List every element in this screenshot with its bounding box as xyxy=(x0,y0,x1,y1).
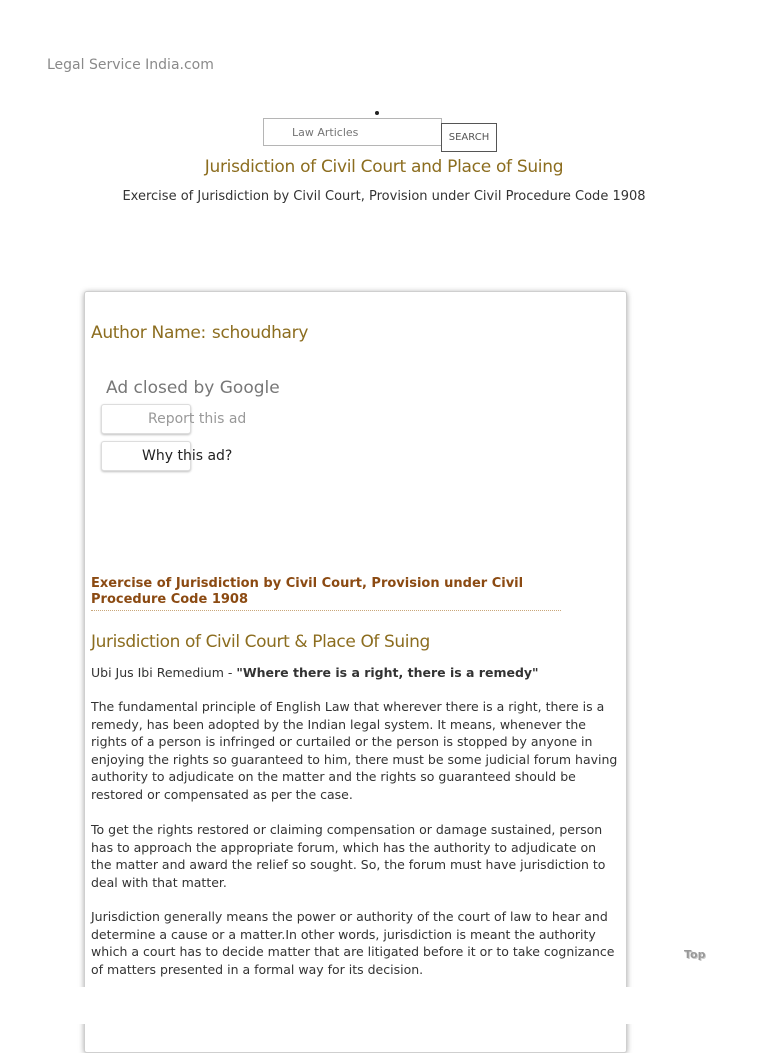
viewport-bottom-edge xyxy=(0,987,768,1024)
page-title: Jurisdiction of Civil Court and Place of Suing xyxy=(204,157,564,177)
maxim-paragraph xyxy=(91,664,619,682)
decorative-dot xyxy=(375,111,379,115)
back-to-top-link[interactable]: Top xyxy=(684,948,706,961)
section-heading: Exercise of Jurisdiction by Civil Court, Provision under Civil Procedure Code 1908 xyxy=(91,576,561,611)
article-card xyxy=(84,291,627,1053)
author-label: Author Name: xyxy=(91,323,206,343)
search-input[interactable] xyxy=(263,118,442,146)
site-logo-link[interactable]: Legal Service India.com xyxy=(47,57,214,73)
search-button[interactable]: SEARCH xyxy=(441,123,497,152)
maxim-prefix: Ubi Jus Ibi Remedium - xyxy=(91,665,237,680)
article-paragraph: To get the rights restored or claiming compensation or damage sustained, person has to approach the appropriate forum, which has the authority to adjudicate on the matter and award the relief so sought. So, the forum must have jurisdiction to deal with that matter. xyxy=(91,822,606,890)
article-paragraph: The fundamental principle of English Law that wherever there is a right, there is a remedy, has been adopted by the Indian legal system. It means, whenever the rights of a person is infringed or curtailed or the person is stopped by anyone in enjoying the rights so guaranteed to him, there must be some judicial forum having authority to adjudicate on the matter and the rights so guaranteed should be restored or compensated as per the case. xyxy=(91,699,618,802)
article-subheading: Jurisdiction of Civil Court & Place Of Suing xyxy=(91,632,430,652)
why-this-ad-button[interactable]: Why this ad? xyxy=(101,441,191,471)
article-paragraph: Jurisdiction generally means the power or authority of the court of law to hear and determine a cause or a matter.In other words, jurisdiction is meant the authority which a court has to decide matter that are litigated before it or to take cognizance of matters presented in a formal way for its decision. xyxy=(91,909,615,977)
author-line xyxy=(91,323,308,343)
ad-closed-panel xyxy=(101,374,280,484)
maxim-quote: "Where there is a right, there is a remedy" xyxy=(236,665,539,680)
report-ad-button[interactable]: Report this ad xyxy=(101,404,191,434)
ad-closed-text: Ad closed by Google xyxy=(106,378,280,398)
page-subtitle: Exercise of Jurisdiction by Civil Court, Provision under Civil Procedure Code 1908 xyxy=(122,189,646,204)
author-name[interactable]: schoudhary xyxy=(211,323,309,343)
